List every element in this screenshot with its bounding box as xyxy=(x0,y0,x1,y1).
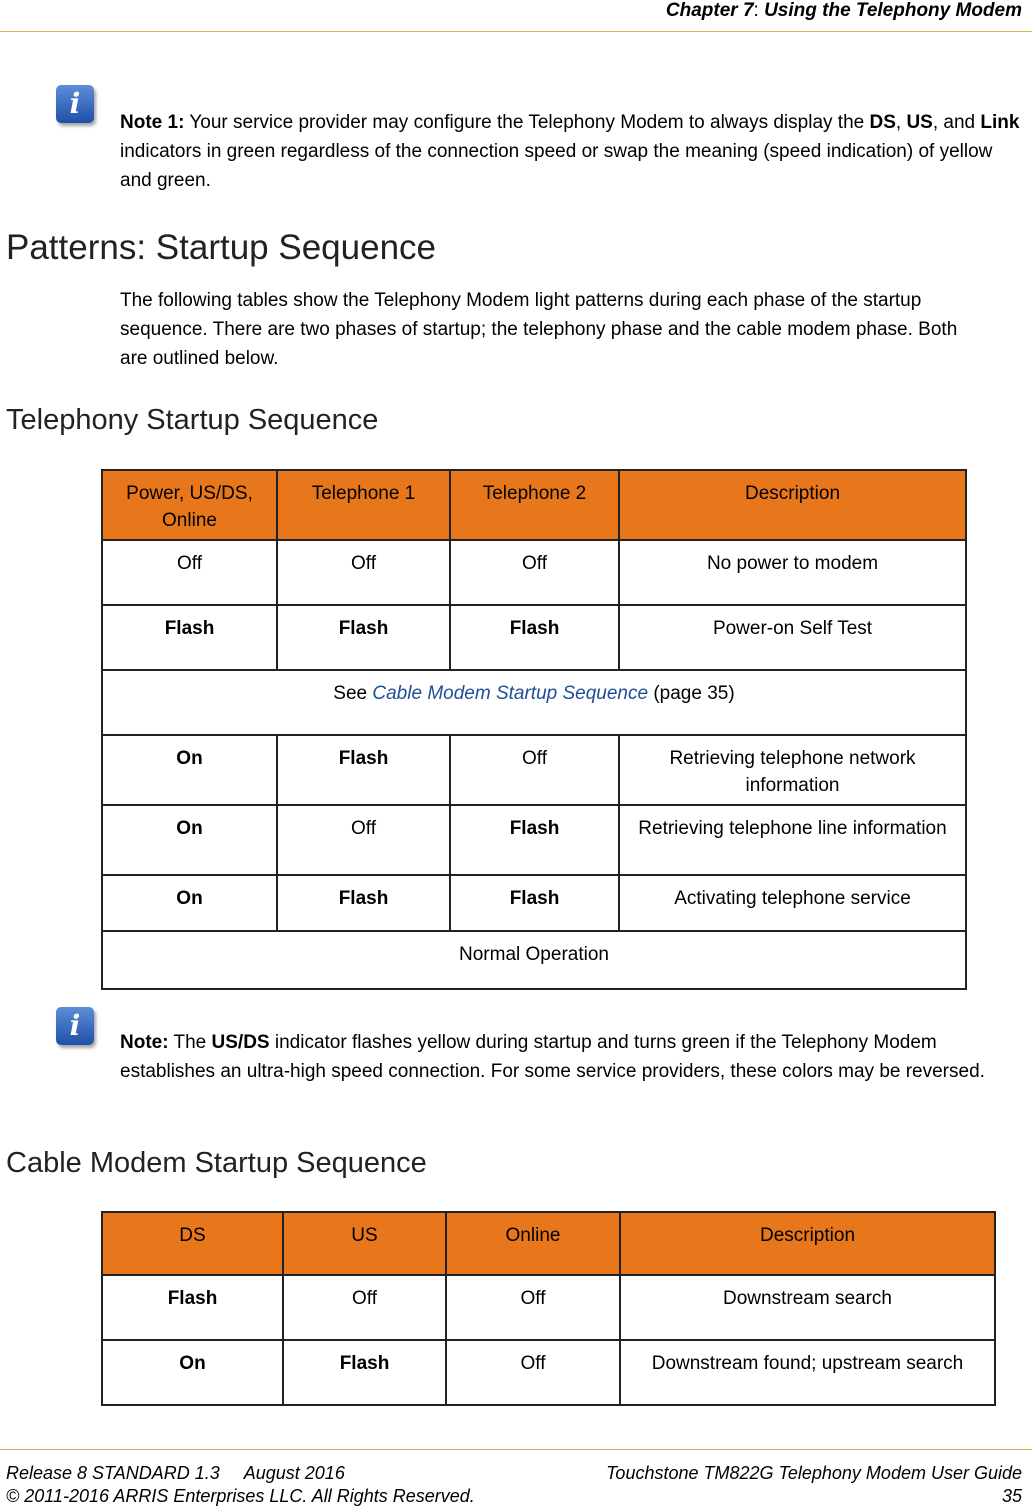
table-cell: Off xyxy=(450,540,619,605)
footer-guide: Touchstone TM822G Telephony Modem User Guide xyxy=(606,1463,1022,1483)
table-cell: Flash xyxy=(450,805,619,875)
table-cell: Off xyxy=(102,540,277,605)
table-cell: On xyxy=(102,1340,283,1405)
section-title-telephony: Telephony Startup Sequence xyxy=(6,404,379,436)
col-header-description: Description xyxy=(619,470,966,540)
footer-rule xyxy=(0,1449,1032,1450)
table-cell: On xyxy=(102,735,277,805)
note-2-label: Note: xyxy=(120,1032,169,1053)
footer-release xyxy=(6,1463,345,1484)
see-prefix: See xyxy=(333,683,373,704)
note-2-text: The xyxy=(168,1032,212,1053)
table-cell: Retrieving telephone line information xyxy=(619,805,966,875)
cable-table xyxy=(101,1211,996,1406)
table-cell: Flash xyxy=(283,1340,446,1405)
telephony-table xyxy=(101,469,967,990)
footer-page-number: 35 xyxy=(1001,1486,1022,1506)
table-cell: Flash xyxy=(277,605,450,670)
table-row xyxy=(102,735,966,805)
footer-copyright: © 2011-2016 ARRIS Enterprises LLC. All Rights Reserved. xyxy=(6,1486,475,1506)
table-cell: Off xyxy=(277,540,450,605)
note-1-text: , xyxy=(895,112,907,133)
table-header-row xyxy=(102,470,966,540)
chapter-header xyxy=(666,0,1022,22)
table-cell: Flash xyxy=(450,605,619,670)
cable-modem-sequence-link[interactable]: Cable Modem Startup Sequence xyxy=(372,683,649,704)
table-row xyxy=(102,1340,995,1405)
footer-release-text: Release 8 STANDARD 1.3 xyxy=(6,1463,220,1483)
col-header-us: US xyxy=(283,1212,446,1275)
table-row xyxy=(102,540,966,605)
note-1-link: Link xyxy=(980,112,1020,133)
table-row xyxy=(102,875,966,931)
note-2-usds: US/DS xyxy=(211,1032,270,1053)
note-1-text: , and xyxy=(932,112,981,133)
table-cell: Flash xyxy=(450,875,619,931)
note-1-ds: DS xyxy=(869,112,896,133)
info-glyph: i xyxy=(69,1009,81,1042)
see-also-cell xyxy=(102,670,966,735)
table-cell: Flash xyxy=(277,735,450,805)
table-row-normal xyxy=(102,931,966,989)
table-cell: Flash xyxy=(102,1275,283,1340)
note-1 xyxy=(120,108,1020,195)
col-header-power: Power, US/DS, Online xyxy=(102,470,277,540)
note-1-text: indicators in green regardless of the connection speed or swap the meaning (speed indication) of yellow and green. xyxy=(120,141,993,191)
table-cell: Activating telephone service xyxy=(619,875,966,931)
chapter-number: Chapter 7 xyxy=(665,0,754,21)
table-cell: Downstream search xyxy=(620,1275,995,1340)
note-1-label: Note 1: xyxy=(120,112,185,133)
footer-date: August 2016 xyxy=(243,1463,345,1483)
note-2 xyxy=(120,1028,1020,1086)
table-row-see-also xyxy=(102,670,966,735)
col-header-online: Online xyxy=(446,1212,620,1275)
patterns-intro: The following tables show the Telephony Modem light patterns during each phase of the startup sequence. There are two phases of startup; the telephony phase and the cable modem phase. Both are outlined below. xyxy=(120,290,958,369)
table-row xyxy=(102,605,966,670)
info-icon xyxy=(56,85,94,123)
table-cell: No power to modem xyxy=(619,540,966,605)
table-cell: On xyxy=(102,875,277,931)
table-cell: Retrieving telephone network information xyxy=(619,735,966,805)
table-row xyxy=(102,1275,995,1340)
table-cell: Off xyxy=(446,1340,620,1405)
table-cell: Flash xyxy=(277,875,450,931)
col-header-description: Description xyxy=(620,1212,995,1275)
table-cell: Flash xyxy=(102,605,277,670)
table-cell: Downstream found; upstream search xyxy=(620,1340,995,1405)
table-cell: Off xyxy=(283,1275,446,1340)
table-cell: On xyxy=(102,805,277,875)
table-cell: Off xyxy=(450,735,619,805)
header-rule xyxy=(0,31,1032,32)
table-cell: Off xyxy=(446,1275,620,1340)
chapter-title: Using the Telephony Modem xyxy=(764,0,1022,21)
info-icon xyxy=(56,1007,94,1045)
col-header-ds: DS xyxy=(102,1212,283,1275)
section-title-patterns: Patterns: Startup Sequence xyxy=(6,228,436,267)
note-2-text: indicator flashes yellow during startup and turns green if the Telephony Modem establishes an ultra-high speed connection. For some service providers, these colors may be reversed. xyxy=(120,1032,985,1082)
col-header-telephone-1: Telephone 1 xyxy=(277,470,450,540)
chapter-separator: : xyxy=(753,0,759,21)
table-cell: Power-on Self Test xyxy=(619,605,966,670)
table-row xyxy=(102,805,966,875)
info-glyph: i xyxy=(69,87,81,120)
see-suffix: (page 35) xyxy=(648,683,735,704)
normal-operation-cell: Normal Operation xyxy=(102,931,966,989)
section-title-cable: Cable Modem Startup Sequence xyxy=(6,1147,427,1179)
col-header-telephone-2: Telephone 2 xyxy=(450,470,619,540)
table-cell: Off xyxy=(277,805,450,875)
note-1-us: US xyxy=(906,112,933,133)
note-1-text: Your service provider may configure the Telephony Modem to always display the xyxy=(184,112,870,133)
table-header-row xyxy=(102,1212,995,1275)
